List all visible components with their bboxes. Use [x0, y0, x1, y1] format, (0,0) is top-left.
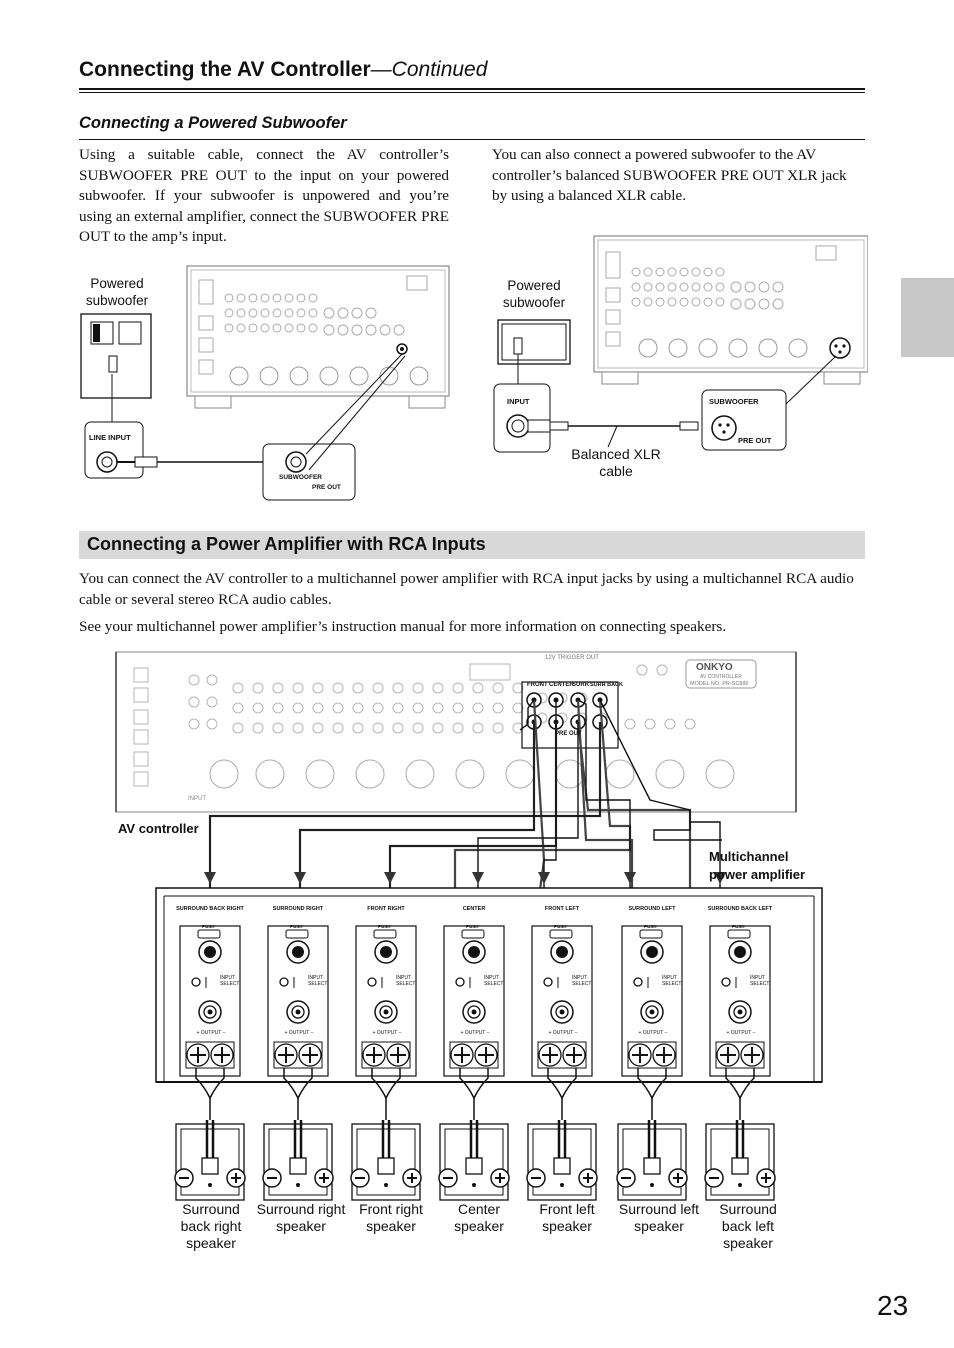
speaker [527, 1120, 597, 1200]
output-label: + OUTPUT − [548, 1030, 578, 1036]
brand-logo: ONKYO [696, 662, 733, 673]
push-label: PUSH [202, 924, 215, 929]
page-number: 23 [877, 1290, 909, 1321]
subwoofer-paragraph-right: You can also connect a powered subwoofer to the AV controller’s balanced SUBWOOFER PRE OUT XLR jack by using a balanced XLR cable. [492, 146, 847, 204]
model-line: AV CONTROLLER [700, 674, 742, 680]
title-rule-thin [79, 92, 865, 93]
preout-front-label: FRONT [527, 682, 548, 688]
amp-channel-module [268, 926, 328, 1120]
amplifier-label: Multichannel power amplifier [709, 849, 806, 882]
subwoofer-jack-label-right: SUBWOOFER [709, 397, 759, 406]
output-label: + OUTPUT − [460, 1030, 490, 1036]
subwoofer-xlr-diagram [490, 232, 868, 492]
speaker [175, 1120, 245, 1200]
output-label: + OUTPUT − [638, 1030, 668, 1036]
input-select-label: INPUT SELECT [662, 975, 682, 987]
pre-out-label-left: PRE OUT [312, 484, 341, 491]
amp-channel-header: SURROUND RIGHT [272, 906, 324, 912]
subwoofer-paragraph-left: Using a suitable cable, connect the AV controller’s SUBWOOFER PRE OUT to the input on your powered subwoofer. If your subwoofer is unpowered and you’re using an external amplifier, connect the SUBWOOFER PRE OUT to the amp’s input. [79, 146, 449, 245]
amp-channel-module [356, 926, 416, 1120]
push-label: PUSH [378, 924, 391, 929]
model-number: MODEL NO. PR-SC886 [690, 681, 749, 687]
amp-channel-header: FRONT RIGHT [367, 906, 405, 912]
pre-out-panel-label: PRE OUT [555, 731, 582, 737]
subwoofer-section-title: Connecting a Powered Subwoofer [79, 114, 347, 132]
page-title [79, 58, 487, 82]
speaker-label-surround-right: Surround right speaker [256, 1201, 346, 1234]
amp-channel-header: FRONT LEFT [544, 906, 580, 912]
page-title-main: Connecting the AV Controller [79, 58, 371, 81]
speaker [617, 1120, 687, 1200]
speaker [351, 1120, 421, 1200]
preout-surr-back-label: SURR BACK [590, 682, 623, 688]
preout-surr-label: SURR [572, 682, 590, 688]
speaker-label-surround-back-right: Surround back right speaker [180, 1201, 242, 1251]
amp-channel-header: SURROUND LEFT [628, 906, 676, 912]
amp-channel-header: CENTER [462, 906, 486, 912]
input-select-label: INPUT SELECT [308, 975, 328, 987]
speaker-label-front-right: Front right speaker [359, 1201, 423, 1234]
push-label: PUSH [290, 924, 303, 929]
output-label: + OUTPUT − [372, 1030, 402, 1036]
input-select-label: INPUT SELECT [750, 975, 770, 987]
output-label: + OUTPUT − [196, 1030, 226, 1036]
subwoofer-jack-label-left: SUBWOOFER [279, 474, 322, 481]
amp-channel-header: SURROUND BACK LEFT [707, 906, 773, 912]
speaker [263, 1120, 333, 1200]
speaker [439, 1120, 509, 1200]
amp-channel-module [180, 926, 240, 1120]
line-input-label: LINE INPUT [89, 433, 131, 442]
output-label: + OUTPUT − [284, 1030, 314, 1036]
push-label: PUSH [732, 924, 745, 929]
speaker-label-surround-back-left: Surround back left speaker [719, 1201, 777, 1251]
speakers [175, 1120, 775, 1200]
title-rule [79, 88, 865, 90]
input-select-label: INPUT SELECT [572, 975, 592, 987]
powered-subwoofer-label-left: Powered subwoofer [85, 276, 149, 308]
av-controller-panel [116, 652, 796, 812]
input-label: INPUT [507, 397, 530, 406]
av-controller-label: AV controller [118, 821, 199, 836]
subwoofer-section-rule [79, 139, 865, 140]
amplifier-diagram [110, 650, 830, 1280]
speaker-label-front-left: Front left speaker [539, 1201, 595, 1234]
speaker-label-surround-left: Surround left speaker [618, 1201, 700, 1234]
powered-subwoofer-label-right: Powered subwoofer [502, 278, 566, 310]
balanced-xlr-cable-label: Balanced XLR cable [571, 446, 661, 479]
push-label: PUSH [466, 924, 479, 929]
push-label: PUSH [644, 924, 657, 929]
amp-section-title: Connecting a Power Amplifier with RCA Inputs [87, 534, 486, 554]
input-select-label: INPUT SELECT [396, 975, 416, 987]
amp-channel-header: SURROUND BACK RIGHT [176, 906, 244, 912]
amp-channel-module [710, 926, 770, 1120]
chapter-tab [901, 278, 954, 357]
input-panel-label: INPUT [188, 796, 206, 802]
amp-channel-module [532, 926, 592, 1120]
input-select-label: INPUT SELECT [484, 975, 504, 987]
trigger-label: 12V TRIGGER OUT [545, 655, 599, 661]
speaker [705, 1120, 775, 1200]
amp-channel-module [622, 926, 682, 1120]
speaker-label-center: Center speaker [454, 1201, 504, 1234]
amp-modules [180, 926, 770, 1120]
input-select-label: INPUT SELECT [220, 975, 240, 987]
preout-center-label: CENTER [549, 682, 574, 688]
push-label: PUSH [554, 924, 567, 929]
output-label: + OUTPUT − [726, 1030, 756, 1036]
amp-paragraph-2: See your multichannel power amplifier’s instruction manual for more information on connecting speakers. [79, 618, 727, 635]
amp-channel-module [444, 926, 504, 1120]
pre-out-label-right: PRE OUT [738, 436, 772, 445]
amp-paragraph-1: You can connect the AV controller to a multichannel power amplifier with RCA input jacks by using a multichannel RCA audio cable or several stereo RCA audio cables. [79, 570, 854, 608]
page-title-continued: —Continued [370, 58, 488, 81]
